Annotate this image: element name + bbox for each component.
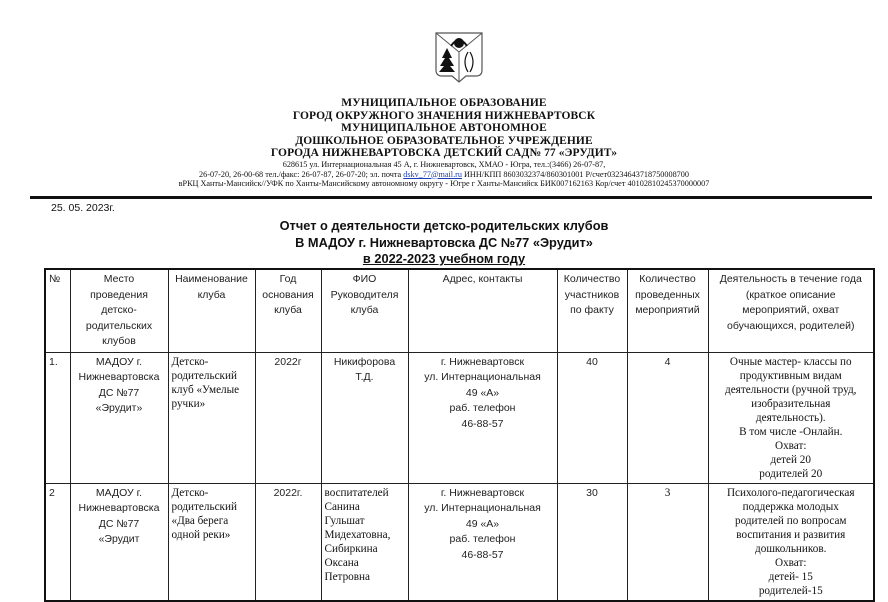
cell-place: [70, 483, 168, 601]
leader-line: Т.Д.: [355, 371, 374, 383]
contacts-suffix: ИНН/КПП 8603032374/860301001 Р/счет03234643718750008700: [461, 169, 689, 179]
place-line: МАДОУ г.: [95, 355, 143, 368]
letterhead-bank: вРКЦ Ханты-Мансийск//УФК по Ханты-Мансийскому автономному округу - Югре г Ханты-Мансийск БИК007162163 Кор/счет 40102810245370000007: [178, 179, 710, 188]
letterhead-line: ДОШКОЛЬНОЕ ОБРАЗОВАТЕЛЬНОЕ УЧРЕЖДЕНИЕ: [295, 134, 593, 147]
leader-line: Гульшат: [324, 514, 365, 527]
activity-line: детей- 15: [768, 570, 813, 583]
activity-line: поддержка молодых: [742, 500, 839, 513]
place-line: ДС №77: [98, 517, 140, 530]
letterhead-line: ГОРОДА НИЖНЕВАРТОВСКА ДЕТСКИЙ САД№ 77 «ЭРУДИТ»: [270, 147, 618, 159]
header-activity: Деятельность в течение года (краткое описание мероприятий, охват обучающихся, родителей): [708, 269, 874, 352]
table-row: [45, 483, 874, 601]
leader-line: Санина: [324, 500, 360, 513]
address-line: г. Нижневартовск: [440, 486, 525, 499]
title-line-1: Отчет о деятельности детско-родительских клубов: [279, 218, 609, 233]
address-line: 49 «А»: [465, 517, 500, 530]
contacts-prefix: 26-07-20, 26-00-68 тел./факс: 26-07-87, 26-07-20; эл. почта: [199, 169, 404, 179]
activity-line: Охват:: [775, 556, 807, 569]
activity-line: продуктивным видам: [739, 369, 842, 382]
leader-line: Петровна: [324, 570, 370, 583]
cell-participants: 40: [557, 352, 627, 483]
activity-line: воспитания и развития: [736, 528, 846, 541]
cell-leader: [321, 352, 408, 483]
header-leader: ФИО Руководителя клуба: [321, 269, 408, 352]
leader-line: Мидехатовна,: [324, 528, 391, 541]
cell-activity: [708, 483, 874, 601]
letterhead-line: МУНИЦИПАЛЬНОЕ ОБРАЗОВАНИЕ: [341, 97, 547, 109]
activity-line: В том числе -Онлайн.: [739, 425, 843, 438]
cell-address: [408, 483, 557, 601]
header-address: Адрес, контакты: [408, 269, 557, 352]
place-line: ДС №77: [98, 386, 140, 399]
activity-line: родителей по вопросам: [734, 514, 847, 527]
activity-line: дошкольников.: [755, 542, 827, 555]
header-events: Количество проведенных мероприятий: [627, 269, 708, 352]
cell-participants: 30: [557, 483, 627, 601]
cell-year: 2022г: [255, 352, 321, 483]
address-line: раб. телефон: [449, 533, 516, 545]
cell-number: 2: [45, 483, 70, 601]
cell-activity: [708, 352, 874, 483]
leader-line: Никифорова: [333, 355, 396, 368]
address-line: ул. Интернациональная: [424, 371, 541, 383]
report-title: [0, 218, 888, 268]
address-line: г. Нижневартовск: [440, 355, 525, 368]
place-line: «Эрудит: [98, 533, 140, 545]
leader-line: Оксана: [324, 556, 359, 569]
activity-line: Охват:: [775, 439, 807, 452]
letterhead-organization: [0, 97, 888, 160]
email-link[interactable]: dskv_77@mail.ru: [403, 169, 462, 179]
cell-year: 2022г.: [255, 483, 321, 601]
cell-place: [70, 352, 168, 483]
place-line: Нижневартовска: [78, 502, 160, 514]
activity-line: деятельность).: [755, 411, 826, 424]
letterhead-address: 628615 ул. Интернациональная 45 А, г. Нижневартовск, ХМАО - Югра, тел.:(3466) 26-07-87,: [282, 160, 606, 169]
activity-line: родителей 20: [759, 467, 823, 480]
activity-line: Психолого-педагогическая: [726, 486, 855, 499]
header-year: Год основания клуба: [255, 269, 321, 352]
clubs-report-table: [44, 268, 875, 602]
letterhead-contacts: [0, 170, 888, 180]
activity-line: Очные мастер- классы по: [729, 355, 852, 368]
address-line: 46-88-57: [461, 417, 504, 430]
table-header-row: [45, 269, 874, 352]
place-line: «Эрудит»: [95, 402, 143, 414]
activity-line: родителей-15: [758, 584, 823, 597]
cell-address: [408, 352, 557, 483]
header-club-name: Наименование клуба: [168, 269, 255, 352]
cell-club-name: Детско-родительский клуб «Умелые ручки»: [168, 352, 255, 483]
header-place: Место проведения детско-родительских клубов: [70, 269, 168, 352]
activity-line: изобразительная: [751, 397, 831, 410]
place-line: МАДОУ г.: [95, 486, 143, 499]
header-number: №: [45, 269, 70, 352]
letterhead-divider: [30, 196, 872, 199]
address-line: 49 «А»: [465, 386, 500, 399]
cell-events: 3: [627, 483, 708, 601]
title-line-3: в 2022-2023 учебном году: [362, 251, 526, 266]
address-line: 46-88-57: [461, 548, 504, 561]
cell-club-name: Детско-родительский «Два берега одной реки»: [168, 483, 255, 601]
address-line: ул. Интернациональная: [424, 502, 541, 514]
address-line: раб. телефон: [449, 402, 516, 414]
leader-line: Сибиркина: [324, 542, 378, 555]
coat-of-arms-emblem: [432, 30, 486, 84]
document-date: 25. 05. 2023г.: [51, 202, 115, 214]
letterhead-line: МУНИЦИПАЛЬНОЕ АВТОНОМНОЕ: [341, 122, 547, 134]
letterhead-line: ГОРОД ОКРУЖНОГО ЗНАЧЕНИЯ НИЖНЕВАРТОВСК: [292, 109, 596, 122]
cell-number: 1.: [45, 352, 70, 483]
activity-line: детей 20: [770, 453, 811, 466]
title-line-2: В МАДОУ г. Нижневартовска ДС №77 «Эрудит»: [295, 234, 593, 250]
activity-line: деятельности (ручной труд,: [725, 383, 857, 396]
header-participants: Количество участников по факту: [557, 269, 627, 352]
place-line: Нижневартовска: [78, 371, 160, 383]
cell-events: 4: [627, 352, 708, 483]
table-row: [45, 352, 874, 483]
cell-leader: [321, 483, 408, 601]
leader-line: воспитателей: [324, 486, 389, 499]
